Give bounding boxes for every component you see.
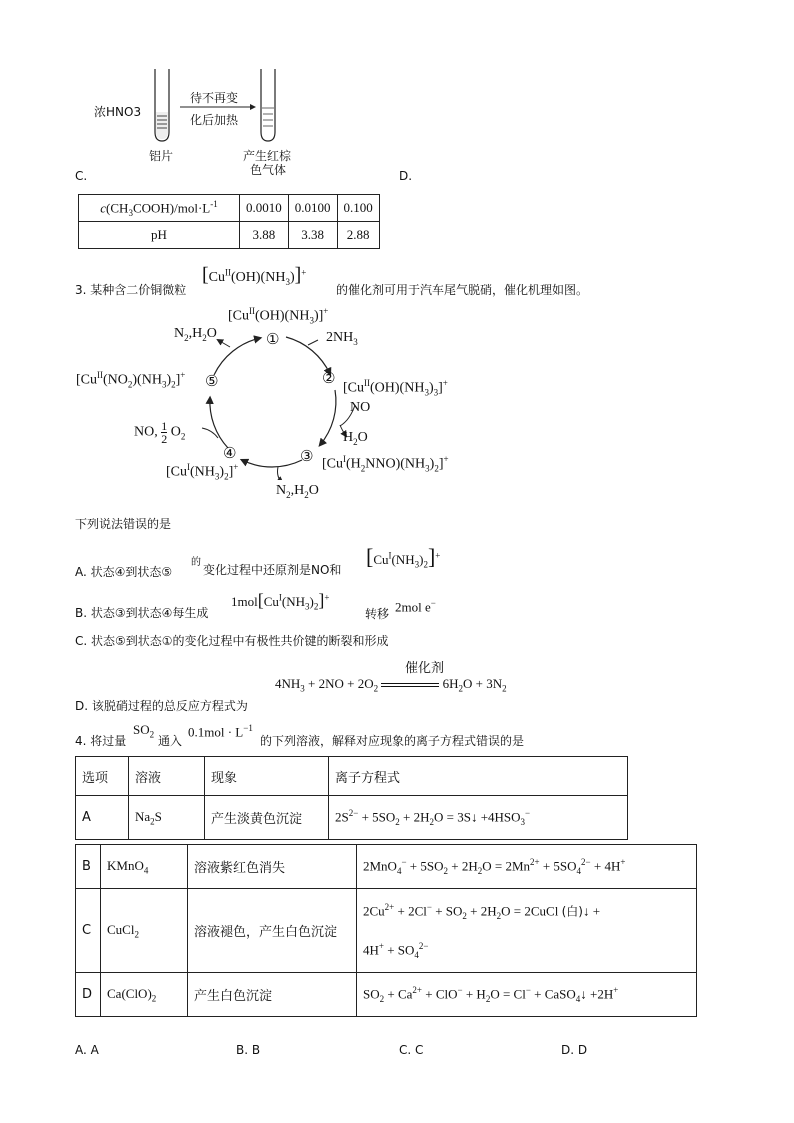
q4-table-top <box>75 756 628 840</box>
q3-option-d: D. 该脱硝过程的总反应方程式为 <box>75 699 248 713</box>
q4-row-b-equation: $2MnO_4^- + 5SO_2 + 2H_2O = 2Mn^{2+} + 5SO_4^{2-} + 4H^+$ <box>357 845 697 889</box>
tube1-label: 铝片 <box>149 149 174 163</box>
q3-complex-formula: $[Cu^{II}(OH)(NH_3)]^+$ <box>202 264 307 287</box>
q4-row-b-phenomenon: 溶液紫红色消失 <box>188 845 357 889</box>
state-4-marker: ④ <box>223 444 237 462</box>
q4-header-solution: 溶液 <box>129 757 205 796</box>
ph-table-cell: 0.100 <box>337 195 379 222</box>
tube2-label-line2: 色气体 <box>250 163 287 177</box>
q3-option-b-electrons: 2mol e− <box>395 598 436 615</box>
q4-row-a-solution: $Na_2S$ <box>129 796 205 840</box>
q3-stem-part2: 的催化剂可用于汽车尾气脱硝，催化机理如图。 <box>336 283 589 297</box>
option-c-label: C. <box>75 169 88 183</box>
q4-row-d-phenomenon: 产生白色沉淀 <box>188 973 357 1017</box>
q4-stem-part3: 的下列溶液，解释对应现象的离子方程式错误的是 <box>260 734 525 748</box>
output-n2-h2o-bottom: $N_2,H_2O$ <box>276 483 319 500</box>
q3-option-b-part1: B. 状态③到状态④每生成 <box>75 606 209 620</box>
q4-concentration: $0.1mol \cdot L^{-1}$ <box>188 723 253 740</box>
answer-choice-c[interactable]: C. C <box>399 1043 424 1057</box>
input-no-o2: NO, $\frac{1}{2}$ $O_2$ <box>134 419 186 446</box>
q4-header-phenomenon: 现象 <box>205 757 329 796</box>
state-3-species: $[Cu^I(H_2NNO)(NH_3)_2]^+$ <box>322 454 449 474</box>
ph-table-cell: 0.0100 <box>288 195 337 222</box>
answer-choice-d[interactable]: D. D <box>561 1043 588 1057</box>
input-2nh3: $2NH_3$ <box>326 330 358 347</box>
q4-row-d-solution: $Ca(ClO)_2$ <box>101 973 188 1017</box>
state-3-marker: ③ <box>300 447 314 465</box>
arrow-condition-top: 待不再变 <box>190 91 239 105</box>
q3-question: 下列说法错误的是 <box>75 517 172 531</box>
q4-stem-part2: 通入 <box>158 734 183 748</box>
q4-stem-part1: 4. 将过量 <box>75 734 127 748</box>
tube2-label-line1: 产生红棕 <box>243 149 292 163</box>
q3-option-b-part2: 转移 <box>365 607 390 621</box>
ph-table-header: $c(CH_3COOH)/mol\cdot L^{-1}$ <box>79 195 240 222</box>
state-1-marker: ① <box>266 330 280 348</box>
ph-table <box>78 194 380 249</box>
q4-table-bottom <box>75 844 697 1017</box>
q4-row-b-solution: KMnO$_4$ <box>101 845 188 889</box>
q4-row-c-option: C <box>76 889 101 973</box>
reagent-label: 浓HNO3 <box>94 105 142 119</box>
q3-stem-part1: 3. 某种含二价铜微粒 <box>75 283 187 297</box>
ph-table-cell: 3.38 <box>288 222 337 249</box>
q4-row-a-phenomenon: 产生淡黄色沉淀 <box>205 796 329 840</box>
ph-table-cell: 2.88 <box>337 222 379 249</box>
state-4-species: $[Cu^I(NH_3)_2]^+$ <box>166 462 239 482</box>
q4-row-c-phenomenon: 溶液褪色，产生白色沉淀 <box>188 889 357 973</box>
ph-row-label: pH <box>79 222 240 249</box>
arrow-condition-bottom: 化后加热 <box>190 113 239 127</box>
q4-header-equation: 离子方程式 <box>329 757 628 796</box>
option-d-label: D. <box>399 169 413 183</box>
answer-choice-b[interactable]: B. B <box>236 1043 261 1057</box>
white-precipitate-mark: (白) <box>561 903 583 918</box>
state-2-marker: ② <box>322 369 336 387</box>
q4-row-a-option: A <box>76 796 129 840</box>
ph-table-cell: 3.88 <box>240 222 289 249</box>
answer-choice-a[interactable]: A. A <box>75 1043 99 1057</box>
q4-row-b-option: B <box>76 845 101 889</box>
q3-option-a-part2: 的 <box>191 557 201 568</box>
q4-row-d-equation: $SO_2 + Ca^{2+} + ClO^- + H_2O = Cl^-$ + CaSO$_4$↓ +2H+ <box>357 973 697 1017</box>
q3-option-b-formula: $1mol[Cu^I(NH_3)_2]^+$ <box>231 590 330 612</box>
q3-option-a-part1: A. 状态④到状态⑤ <box>75 565 173 579</box>
ph-table-cell: 0.0010 <box>240 195 289 222</box>
state-5-marker: ⑤ <box>205 372 219 390</box>
q4-row-a-equation: $2S^{2-} + 5SO_2 + 2H_2O$ = 3S↓ $+4HSO_3^-$ <box>329 796 628 840</box>
state-5-species: $[Cu^{II}(NO_2)(NH_3)_2]^+$ <box>76 370 186 390</box>
q4-row-c-equation: $2Cu^{2+} + 2Cl^- + SO_2 + 2H_2O$ = 2CuCl (白)↓ + $4H^+ + SO_4^{2-}$ <box>357 889 697 973</box>
test-tube-diagram <box>140 64 300 154</box>
output-n2-h2o-top: $N_2,H_2O$ <box>174 326 217 343</box>
q4-so2: $SO_2$ <box>133 722 155 740</box>
q4-row-c-solution: CuCl$_2$ <box>101 889 188 973</box>
q4-row-d-option: D <box>76 973 101 1017</box>
state-2-species: $[Cu^{II}(OH)(NH_3)_3]^+$ <box>343 378 448 398</box>
state-1-species: $[Cu^{II}(OH)(NH_3)]^+$ <box>228 306 329 326</box>
q3-option-c: C. 状态⑤到状态①的变化过程中有极性共价键的断裂和形成 <box>75 634 389 648</box>
q3-option-a-part3: 变化过程中还原剂是NO和 <box>203 563 342 577</box>
q4-header-option: 选项 <box>76 757 129 796</box>
overall-equation: $4NH_3 + 2NO + 2O_2$ $6H_2O + 3N_2$ <box>275 676 507 694</box>
q3-option-a-formula: $[Cu^I(NH_3)_2]^+$ <box>366 544 441 570</box>
output-h2o: $H_2O$ <box>343 430 368 447</box>
catalyst-label: 催化剂 <box>405 661 445 676</box>
input-no: NO <box>350 400 371 415</box>
